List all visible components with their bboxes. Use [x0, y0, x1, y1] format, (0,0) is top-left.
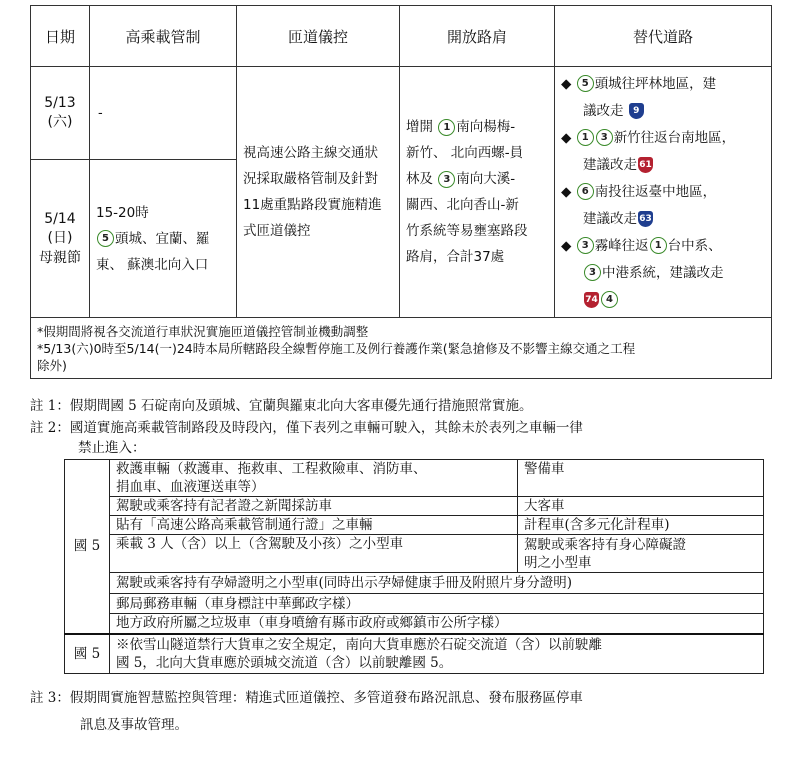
freeway-3-icon: 3 [577, 237, 594, 254]
note-1: 註 1：假期間國 5 石碇南向及頭城、宜蘭與羅東北向大客車優先通行措施照常實施。 [30, 398, 533, 414]
bullet-icon: ◆ [561, 129, 572, 146]
text: 南投往返臺中地區， [594, 183, 717, 200]
col-alt: 替代道路 [555, 6, 772, 67]
text: 南向楊梅- [456, 119, 516, 135]
ramp-line: 11處重點路段實施精進 [243, 197, 382, 213]
holiday: 母親節 [39, 249, 81, 266]
cell: 貼有「高速公路高乘載管制通行證」之車輛 [110, 516, 518, 535]
freeway-1-icon: 1 [577, 129, 594, 146]
note-3-cont: 訊息及事故管理。 [80, 717, 188, 733]
ramp-line: 況採取嚴格管制及針對 [243, 171, 378, 187]
text: 竹系統等易壅塞路段 [406, 223, 528, 239]
freeway-1-icon: 1 [438, 119, 455, 136]
hov-cell: - [90, 67, 237, 160]
cell [110, 460, 518, 497]
table-header-row [31, 6, 772, 67]
note-line: *5/13(六)0時至5/14(一)24時本局所轄路段全線暫停施工及例行養護作業(緊急搶修及不影響主線交通之工程 [37, 340, 636, 356]
text: 新竹往返台南地區， [613, 129, 736, 146]
text: 霧峰往返 [594, 237, 649, 254]
provincial-61-icon: 61 [638, 157, 653, 173]
freeway-3-icon: 3 [584, 264, 601, 281]
alt-route-cell [555, 67, 772, 318]
traffic-measures-table [30, 5, 772, 379]
weekday: (六) [47, 114, 73, 130]
bullet-icon: ◆ [561, 75, 572, 92]
text: 台中系、 [667, 237, 722, 254]
text: 關西、北向香山-新 [406, 197, 519, 213]
col-hov: 高乘載管制 [90, 6, 237, 67]
cell: 計程車(含多元化計程車) [518, 516, 764, 535]
date: 5/13 [44, 95, 76, 111]
note-2-cont: 禁止進入： [78, 440, 146, 456]
cell: 地方政府所屬之垃圾車（車身噴繪有縣市政府或鄉鎮市公所字樣） [110, 614, 764, 634]
note-line: 除外) [37, 357, 67, 373]
date: 5/14 [44, 210, 76, 227]
text: 國 5，北向大貨車應於頭城交流道（含）以前駛離國 5。 [116, 654, 453, 671]
text: 建議改走 [583, 156, 637, 173]
text: 捐血車、血液運送車等） [116, 479, 265, 495]
cell: 乘載 3 人（含）以上（含駕駛及小孩）之小型車 [110, 535, 518, 573]
ramp-line: 視高速公路主線交通狀 [243, 145, 378, 161]
allowed-vehicles-table [64, 459, 764, 674]
cell: 警備車 [518, 460, 764, 497]
text: 頭城往坪林地區，建 [594, 75, 717, 92]
date-cell [31, 67, 90, 160]
date-cell [31, 160, 90, 318]
col-date: 日期 [31, 6, 90, 67]
table-row [31, 67, 772, 160]
notes-row [31, 318, 772, 379]
text: 新竹、 北向西螺-員 [406, 145, 524, 161]
freeway-1-icon: 1 [650, 237, 667, 254]
text: 建議改走 [583, 210, 637, 227]
provincial-74-icon: 74 [584, 292, 599, 308]
text: 救護車輛（救護車、拖救車、工程救險車、消防車、 [116, 461, 427, 477]
freeway-label: 國 5 [65, 634, 110, 674]
freeway-4-icon: 4 [601, 291, 618, 308]
shoulder-cell [400, 67, 555, 318]
freeway-5-icon: 5 [97, 230, 114, 247]
text: 明之小型車 [524, 554, 592, 571]
ramp-cell [237, 67, 400, 318]
text: ※依雪山隧道禁行大貨車之安全規定，南向大貨車應於石碇交流道（含）以前駛離 [116, 636, 602, 653]
hov-cell [90, 160, 237, 318]
text: 東、 蘇澳北向入口 [96, 256, 209, 273]
cell [518, 535, 764, 573]
freeway-label: 國 5 [65, 460, 110, 634]
cell: 郵局郵務車輛（車身標註中華郵政字樣） [110, 594, 764, 614]
freeway-3-icon: 3 [438, 171, 455, 188]
bullet-icon: ◆ [561, 237, 572, 254]
cell [110, 634, 764, 674]
text: 中港系統，建議改走 [602, 264, 724, 281]
freeway-6-icon: 6 [577, 183, 594, 200]
text: 頭城、宜蘭、羅 [115, 230, 210, 247]
text: 南向大溪- [456, 171, 516, 187]
cell: 大客車 [518, 497, 764, 516]
text: 駕駛或乘客持有身心障礙證 [524, 536, 686, 553]
cell: 駕駛或乘客持有記者證之新聞採訪車 [110, 497, 518, 516]
text: 議改走 [583, 102, 624, 119]
note-2: 註 2：國道實施高乘載管制路段及時段內，僅下表列之車輛可駛入，其餘未於表列之車輛一律 [30, 420, 583, 436]
note-line: *假期間將視各交流道行車狀況實施匝道儀控管制並機動調整 [37, 323, 369, 339]
note-3: 註 3：假期間實施智慧監控與管理：精進式匝道儀控、多管道發布路況訊息、發布服務區停車 [30, 690, 583, 706]
ramp-line: 式匝道儀控 [243, 223, 311, 239]
freeway-5-icon: 5 [577, 75, 594, 92]
col-ramp: 匝道儀控 [237, 6, 400, 67]
freeway-3-icon: 3 [596, 129, 613, 146]
provincial-9-icon: 9 [629, 103, 644, 119]
col-shoulder: 開放路肩 [400, 6, 555, 67]
provincial-63-icon: 63 [638, 211, 653, 227]
text: 路肩，合計37處 [406, 249, 505, 265]
weekday: (日) [47, 229, 73, 246]
text: 林及 [406, 171, 433, 187]
cell: 駕駛或乘客持有孕婦證明之小型車(同時出示孕婦健康手冊及附照片身分證明) [110, 573, 764, 594]
text: 15-20時 [96, 204, 149, 221]
bullet-icon: ◆ [561, 183, 572, 200]
notes-cell [31, 318, 772, 379]
text: 增開 [406, 119, 433, 135]
